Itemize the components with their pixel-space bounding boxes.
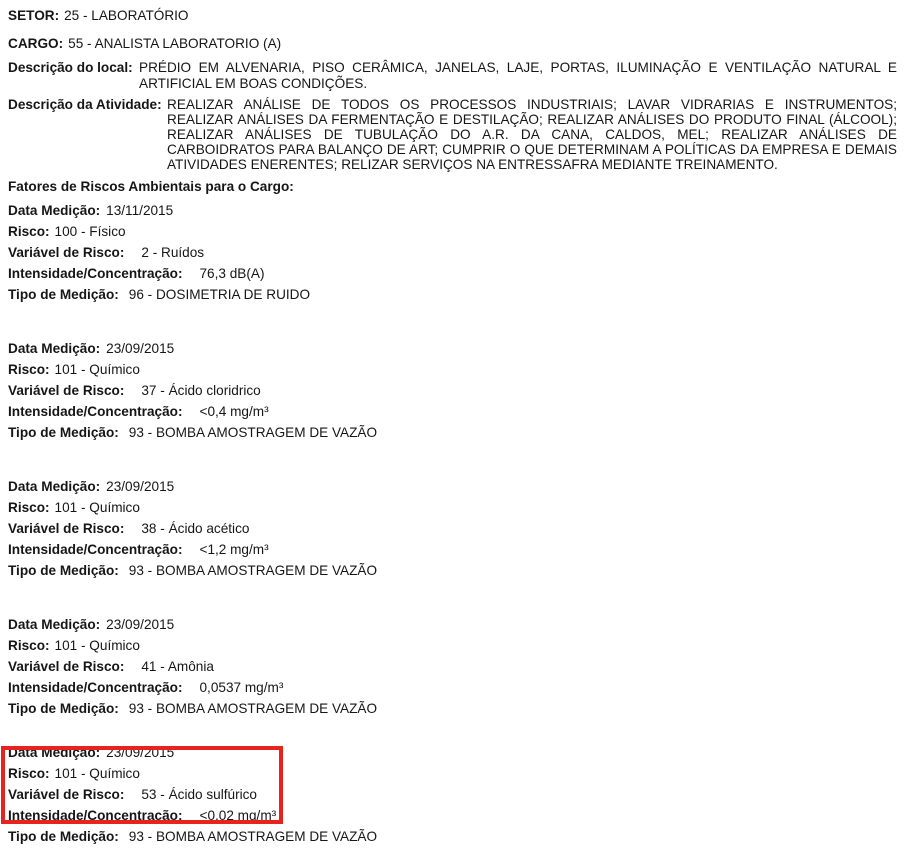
- data-medicao-row: [8, 203, 897, 219]
- intensidade-label: Intensidade/Concentração:: [8, 542, 183, 557]
- intensidade-row: [8, 542, 897, 558]
- intensidade-label: Intensidade/Concentração:: [8, 266, 183, 281]
- risco-value: 100 - Físico: [54, 224, 126, 239]
- variavel-risco-label: Variável de Risco:: [8, 245, 125, 260]
- descricao-atividade-value: REALIZAR ANÁLISE DE TODOS OS PROCESSOS INDUSTRIAIS; LAVAR VIDRARIAS E INSTRUMENTOS; REALIZAR ANÁLISES DA FERMENTAÇÃO E DESTILAÇÃO; REALIZAR ANÁLISES DO PRODUTO FINAL (ÁLCOOL); REALIZAR ANÁLISES DE TUBULAÇÃO DO A.R. DA CANA, CALDOS, MEL; REALIZAR ANÁLISES DE CARBOIDRATOS PARA BALANÇO DE ART; CUMPRIR O QUE DETERMINAM A POLÍTICAS DA EMPRESA E DEMAIS ATIVIDADES ENERENTES; RELIZAR SERVIÇOS NA ENTRESSAFRA MEDIANTE TREINAMENTO.: [167, 97, 897, 172]
- descricao-local-label: Descrição do local:: [8, 60, 133, 75]
- variavel-risco-label: Variável de Risco:: [8, 787, 125, 802]
- data-medicao-value: 23/09/2015: [106, 745, 175, 760]
- intensidade-value: 0,0537 mg/m³: [199, 680, 284, 695]
- tipo-medicao-row: [8, 287, 897, 303]
- variavel-risco-label: Variável de Risco:: [8, 383, 125, 398]
- intensidade-row: [8, 404, 897, 420]
- measurement-block-2: [8, 341, 897, 441]
- measurement-block-4: [8, 617, 897, 717]
- risco-row: [8, 766, 897, 782]
- setor-label: SETOR:: [8, 8, 60, 23]
- cargo-label: CARGO:: [8, 36, 64, 51]
- data-medicao-label: Data Medição:: [8, 341, 101, 356]
- tipo-medicao-value: 93 - BOMBA AMOSTRAGEM DE VAZÃO: [128, 425, 378, 440]
- section-heading: Fatores de Riscos Ambientais para o Cargo:: [8, 179, 294, 194]
- risco-label: Risco:: [8, 500, 50, 515]
- intensidade-value: <1,2 mg/m³: [199, 542, 269, 557]
- tipo-medicao-label: Tipo de Medição:: [8, 701, 119, 716]
- tipo-medicao-row: [8, 701, 897, 717]
- risco-label: Risco:: [8, 362, 50, 377]
- intensidade-row: [8, 808, 897, 824]
- descricao-local-row: [8, 60, 897, 92]
- risco-row: [8, 362, 897, 378]
- variavel-risco-label: Variável de Risco:: [8, 521, 125, 536]
- measurement-block-1: [8, 203, 897, 303]
- intensidade-value: <0,4 mg/m³: [199, 404, 269, 419]
- descricao-local-value: PRÉDIO EM ALVENARIA, PISO CERÂMICA, JANELAS, LAJE, PORTAS, ILUMINAÇÃO E VENTILAÇÃO NATURAL E ARTIFICIAL EM BOAS CONDIÇÕES.: [139, 60, 897, 91]
- variavel-risco-row: [8, 787, 897, 803]
- risco-row: [8, 638, 897, 654]
- tipo-medicao-label: Tipo de Medição:: [8, 287, 119, 302]
- tipo-medicao-value: 93 - BOMBA AMOSTRAGEM DE VAZÃO: [128, 701, 378, 716]
- variavel-risco-row: [8, 383, 897, 399]
- tipo-medicao-value: 93 - BOMBA AMOSTRAGEM DE VAZÃO: [128, 563, 378, 578]
- data-medicao-value: 23/09/2015: [106, 479, 175, 494]
- risco-label: Risco:: [8, 766, 50, 781]
- data-medicao-row: [8, 745, 897, 761]
- intensidade-row: [8, 266, 897, 282]
- measurement-block-3: [8, 479, 897, 579]
- risco-value: 101 - Químico: [54, 766, 140, 781]
- tipo-medicao-value: 96 - DOSIMETRIA DE RUIDO: [128, 287, 311, 302]
- setor-row: [8, 8, 897, 24]
- variavel-risco-value: 53 - Ácido sulfúrico: [141, 787, 257, 802]
- cargo-row: [8, 36, 897, 52]
- variavel-risco-label: Variável de Risco:: [8, 659, 125, 674]
- risco-value: 101 - Químico: [54, 500, 140, 515]
- data-medicao-row: [8, 617, 897, 633]
- measurement-block-5: [8, 745, 897, 845]
- intensidade-label: Intensidade/Concentração:: [8, 404, 183, 419]
- intensidade-value: 76,3 dB(A): [199, 266, 265, 281]
- intensidade-label: Intensidade/Concentração:: [8, 808, 183, 823]
- data-medicao-label: Data Medição:: [8, 203, 101, 218]
- data-medicao-label: Data Medição:: [8, 617, 101, 632]
- risco-label: Risco:: [8, 224, 50, 239]
- tipo-medicao-label: Tipo de Medição:: [8, 563, 119, 578]
- descricao-atividade-label: Descrição da Atividade:: [8, 97, 162, 112]
- data-medicao-row: [8, 479, 897, 495]
- data-medicao-row: [8, 341, 897, 357]
- cargo-value: 55 - ANALISTA LABORATORIO (A): [68, 36, 282, 51]
- data-medicao-label: Data Medição:: [8, 745, 101, 760]
- risco-value: 101 - Químico: [54, 362, 140, 377]
- data-medicao-label: Data Medição:: [8, 479, 101, 494]
- risco-label: Risco:: [8, 638, 50, 653]
- risco-value: 101 - Químico: [54, 638, 140, 653]
- variavel-risco-value: 41 - Amônia: [141, 659, 214, 674]
- risco-row: [8, 224, 897, 240]
- tipo-medicao-value: 93 - BOMBA AMOSTRAGEM DE VAZÃO: [128, 829, 378, 844]
- intensidade-row: [8, 680, 897, 696]
- variavel-risco-value: 2 - Ruídos: [141, 245, 205, 260]
- intensidade-value: <0,02 mg/m³: [199, 808, 277, 823]
- variavel-risco-row: [8, 245, 897, 261]
- variavel-risco-value: 37 - Ácido cloridrico: [141, 383, 261, 398]
- risco-row: [8, 500, 897, 516]
- variavel-risco-row: [8, 659, 897, 675]
- tipo-medicao-row: [8, 425, 897, 441]
- tipo-medicao-row: [8, 563, 897, 579]
- descricao-atividade-row: [8, 97, 897, 172]
- data-medicao-value: 23/09/2015: [106, 617, 175, 632]
- variavel-risco-row: [8, 521, 897, 537]
- intensidade-label: Intensidade/Concentração:: [8, 680, 183, 695]
- tipo-medicao-row: [8, 829, 897, 845]
- data-medicao-value: 23/09/2015: [106, 341, 175, 356]
- tipo-medicao-label: Tipo de Medição:: [8, 829, 119, 844]
- setor-value: 25 - LABORATÓRIO: [64, 8, 189, 23]
- tipo-medicao-label: Tipo de Medição:: [8, 425, 119, 440]
- data-medicao-value: 13/11/2015: [106, 203, 174, 218]
- variavel-risco-value: 38 - Ácido acético: [141, 521, 250, 536]
